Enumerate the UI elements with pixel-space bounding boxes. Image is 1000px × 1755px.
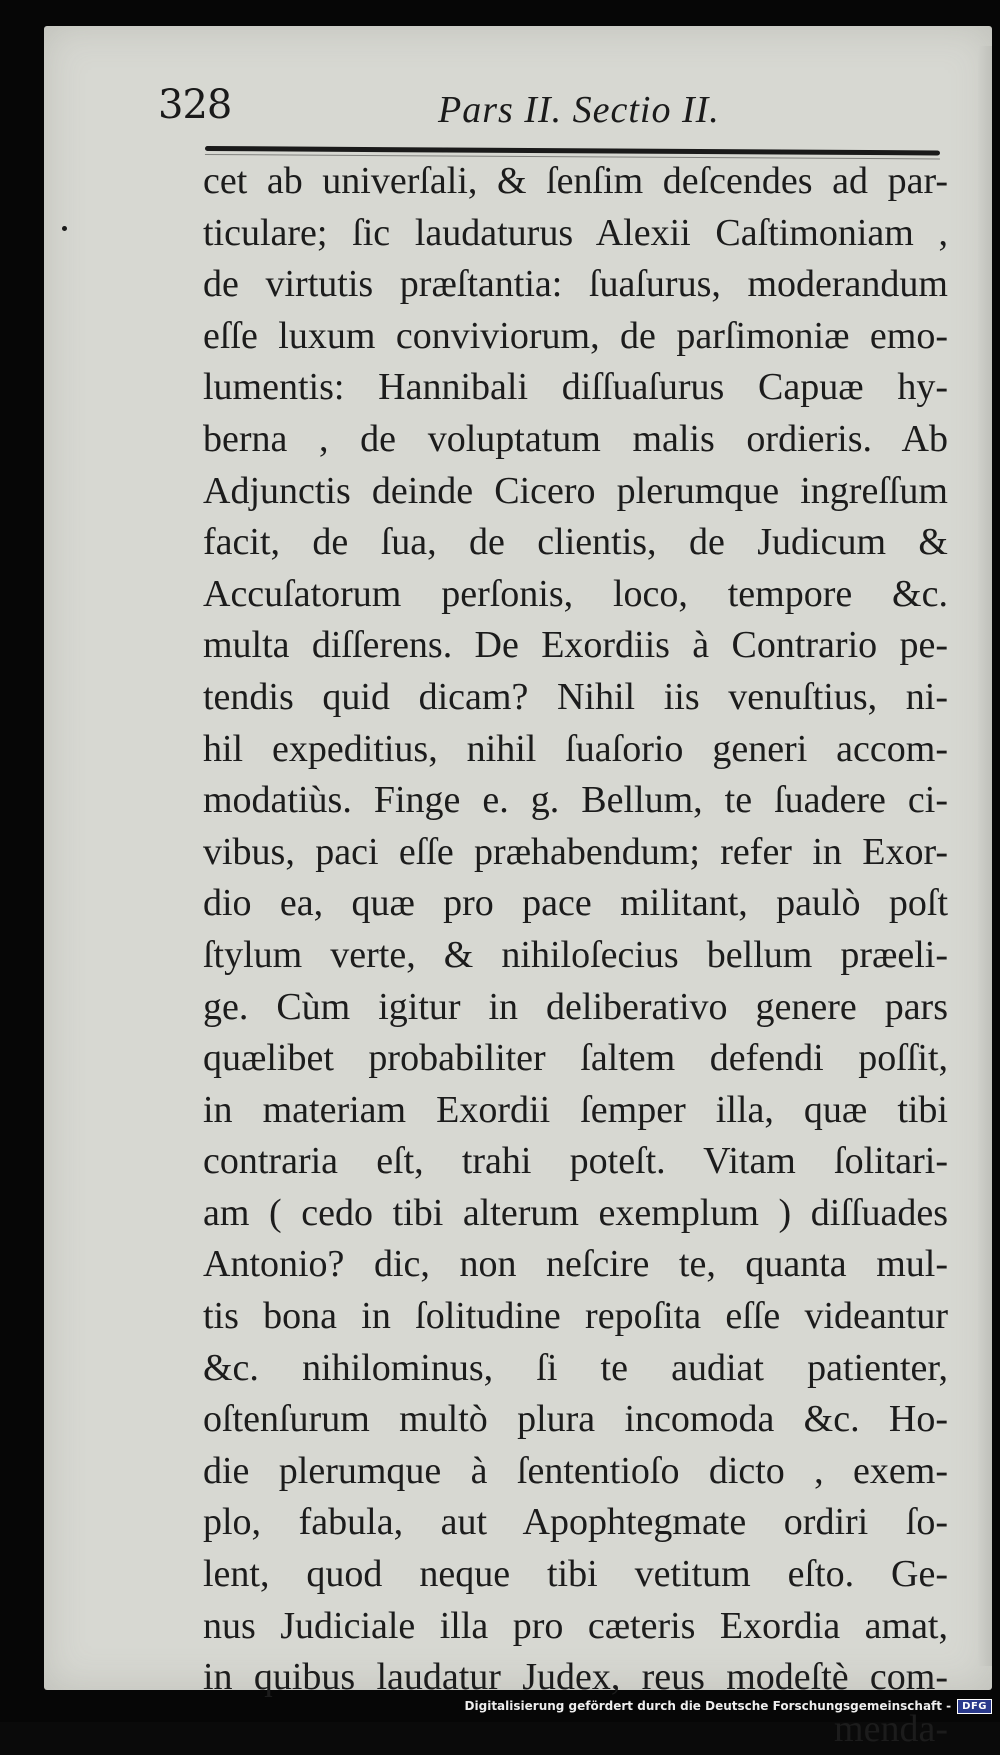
text-line: die plerumque à ſententioſo dicto , exem- [203, 1449, 948, 1492]
page-edge [978, 46, 992, 1666]
footer-credit [465, 1696, 992, 1716]
dfg-logo: DFG [957, 1699, 992, 1714]
text-line: plo, fabula, aut Apophtegmate ordiri ſo- [203, 1501, 948, 1544]
text-line: Antonio? dic, non neſcire te, quanta mul- [203, 1243, 948, 1286]
text-line: ge. Cùm igitur in deliberativo genere pars [203, 985, 948, 1028]
text-line: vibus, paci eſſe præhabendum; refer in Exor- [203, 830, 948, 873]
text-line: &c. nihilominus, ſi te audiat patienter, [203, 1346, 948, 1389]
running-head: Pars II. Sectio II. [438, 89, 720, 131]
text-line: facit, de ſua, de clientis, de Judicum & [203, 521, 948, 564]
text-line: lumentis: Hannibali diſſuaſurus Capuæ hy- [203, 366, 948, 409]
text-line: dio ea, quæ pro pace militant, paulò poſt [203, 882, 948, 925]
text-line: oſtenſurum multò plura incomoda &c. Ho- [203, 1398, 948, 1441]
text-line: hil expeditius, nihil ſuaſorio generi accom- [203, 727, 948, 770]
text-line: lent, quod neque tibi vetitum eſto. Ge- [203, 1553, 948, 1596]
funding-credit: Digitalisierung gefördert durch die Deutsche Forschungsgemeinschaft - [464, 1699, 952, 1713]
page-header [158, 82, 948, 142]
text-line: tis bona in ſolitudine repoſita eſſe videantur [203, 1295, 948, 1338]
text-line: Adjunctis deinde Cicero plerumque ingreſſum [203, 469, 948, 512]
text-line: nus Judiciale illa pro cæteris Exordia amat, [203, 1604, 948, 1647]
text-line: tendis quid dicam? Nihil iis venuſtius, ni- [203, 675, 948, 718]
text-line: in materiam Exordii ſemper illa, quæ tibi [203, 1088, 948, 1131]
catchword: menda- [834, 1707, 948, 1750]
text-line: multa diſſerens. De Exordiis à Contrario pe- [203, 624, 948, 667]
page-number: 328 [158, 82, 232, 128]
text-line: eſſe luxum conviviorum, de parſimoniæ emo- [203, 314, 948, 357]
text-line: cet ab univerſali, & ſenſim deſcendes ad par- [203, 160, 948, 202]
text-line: contraria eſt, trahi poteſt. Vitam ſolitari- [203, 1140, 948, 1183]
text-line: berna , de voluptatum malis ordieris. Ab [203, 417, 948, 460]
text-line: am ( cedo tibi alterum exemplum ) diſſuades [203, 1191, 948, 1234]
text-line: Accuſatorum perſonis, loco, tempore &c. [203, 572, 948, 615]
text-line: ſtylum verte, & nihiloſecius bellum præeli- [203, 933, 948, 976]
text-line: quælibet probabiliter ſaltem defendi poſſit, [203, 1037, 948, 1080]
text-line: de virtutis præſtantia: ſuaſurus, moderandum [203, 263, 948, 306]
text-line: modatiùs. Finge e. g. Bellum, te ſuadere ci- [203, 779, 948, 822]
text-line: ticulare; ſic laudaturus Alexii Caſtimoniam , [203, 211, 948, 254]
body-text [203, 156, 948, 1755]
text-line: in quibus laudatur Judex, reus modeſtè com- [203, 1656, 948, 1699]
margin-mark [62, 226, 67, 231]
